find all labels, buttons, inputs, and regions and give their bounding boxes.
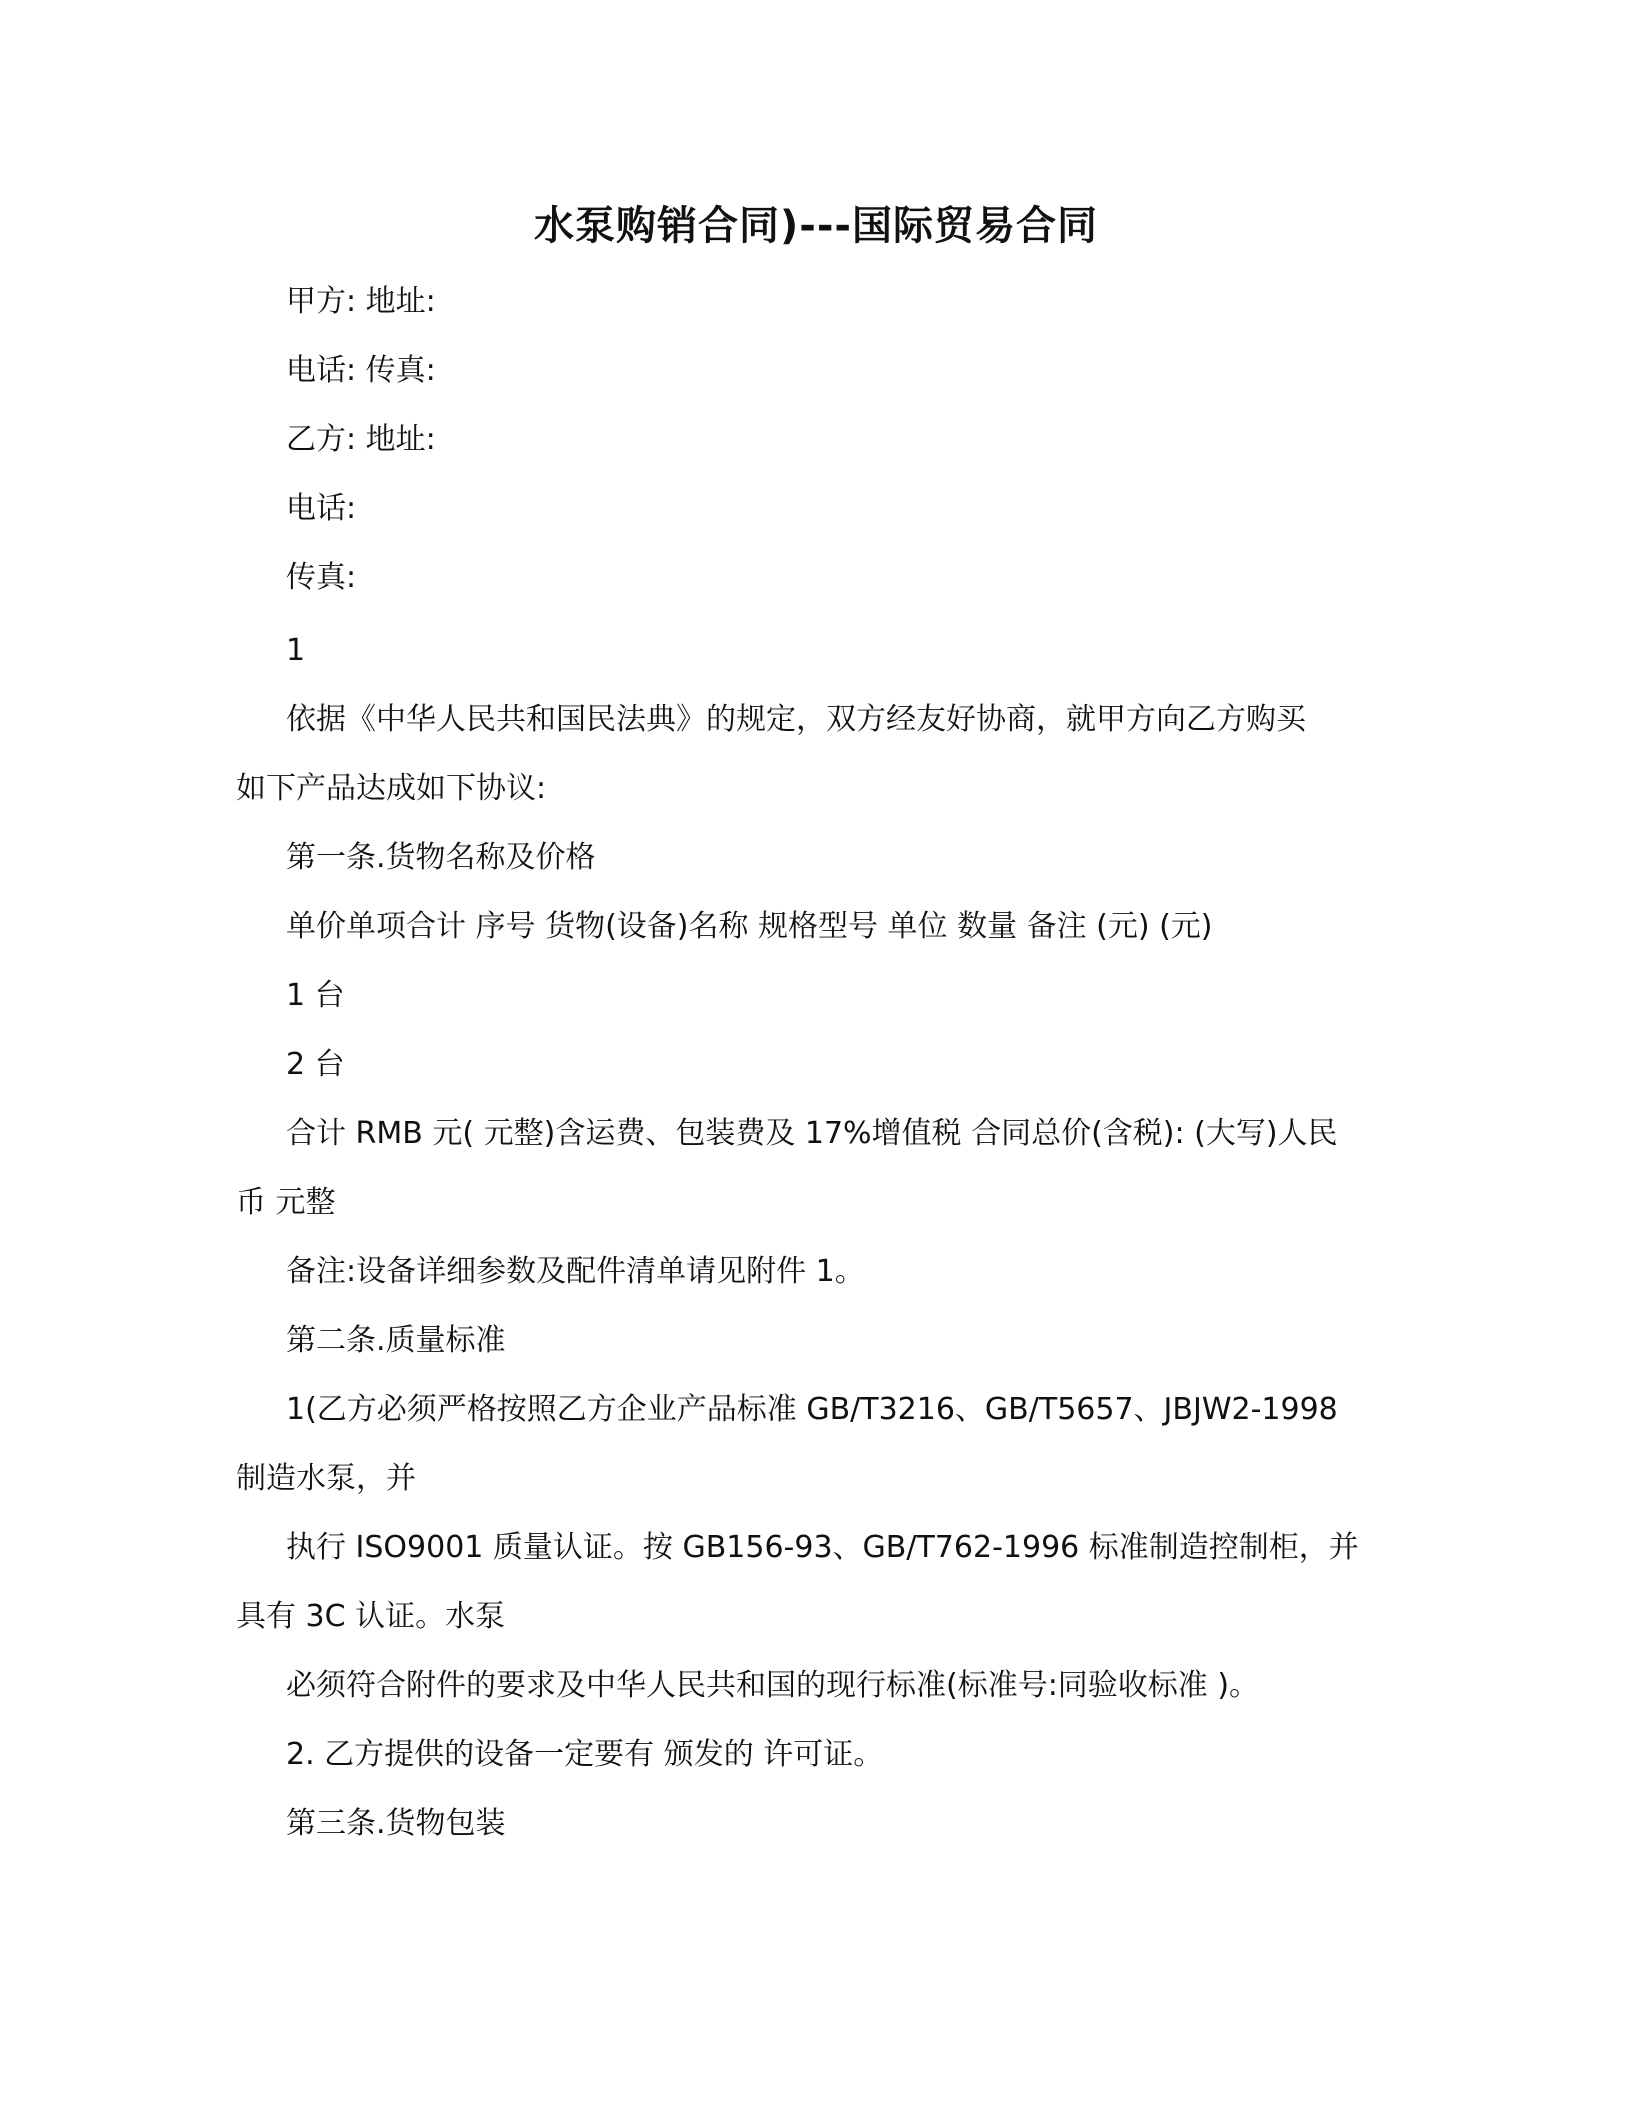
- preamble-continuation: 如下产品达成如下协议:: [236, 771, 547, 806]
- note-line: 备注:设备详细参数及配件清单请见附件 1。: [286, 1254, 865, 1289]
- article-1-heading: 第一条.货物名称及价格: [286, 840, 596, 875]
- article-2-heading: 第二条.质量标准: [286, 1323, 506, 1358]
- quality-clause-1-cert: 执行 ISO9001 质量认证。按 GB156-93、GB/T762-1996 标准制造控制柜，并: [286, 1530, 1359, 1565]
- quality-clause-1-continuation: 制造水泵，并: [236, 1461, 416, 1496]
- item-row-1: 1 台: [286, 978, 345, 1013]
- item-row-2: 2 台: [286, 1047, 345, 1082]
- preamble-line: 依据《中华人民共和国民法典》的规定，双方经友好协商，就甲方向乙方购买: [286, 702, 1306, 737]
- total-continuation: 币 元整: [236, 1185, 336, 1220]
- quality-clause-1-cert-continuation: 具有 3C 认证。水泵: [236, 1599, 506, 1634]
- party-a-line: 甲方: 地址:: [286, 284, 436, 319]
- quality-clause-2: 2. 乙方提供的设备一定要有 颁发的 许可证。: [286, 1737, 884, 1772]
- party-b-phone-line: 电话:: [286, 491, 357, 526]
- party-b-fax-line: 传真:: [286, 560, 357, 595]
- document-title: 水泵购销合同)---国际贸易合同: [533, 203, 1099, 249]
- number-line: 1: [286, 633, 306, 668]
- quality-clause-1-standard: 必须符合附件的要求及中华人民共和国的现行标准(标准号:同验收标准 )。: [286, 1668, 1260, 1703]
- table-header-line: 单价单项合计 序号 货物(设备)名称 规格型号 单位 数量 备注 (元) (元): [286, 909, 1213, 944]
- total-line: 合计 RMB 元( 元整)含运费、包装费及 17%增值税 合同总价(含税): (大写)人民: [286, 1116, 1338, 1151]
- party-a-phone-fax-line: 电话: 传真:: [286, 353, 436, 388]
- party-b-line: 乙方: 地址:: [286, 422, 436, 457]
- article-3-heading: 第三条.货物包装: [286, 1806, 506, 1841]
- quality-clause-1: 1(乙方必须严格按照乙方企业产品标准 GB/T3216、GB/T5657、JBJW2-1998: [286, 1392, 1338, 1427]
